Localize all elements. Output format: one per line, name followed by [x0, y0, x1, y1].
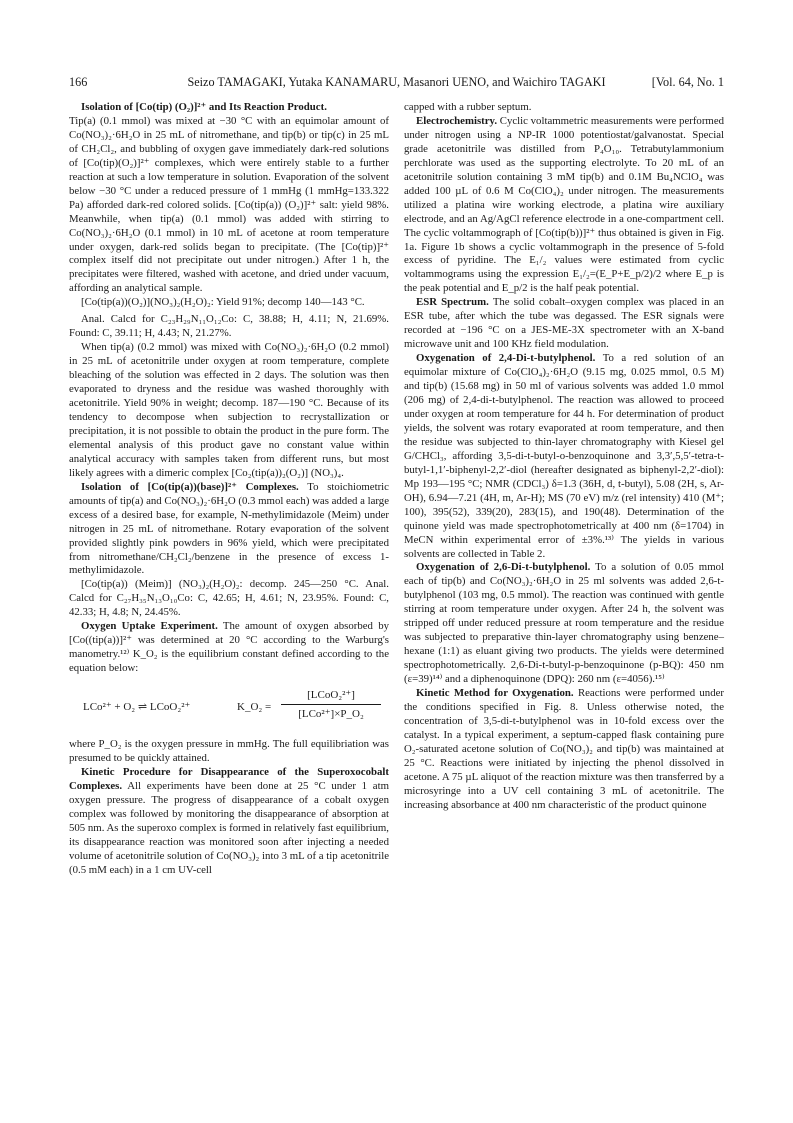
paragraph	[404, 296, 724, 352]
left-column	[69, 101, 389, 878]
paragraph-text: To a red solution of an equimolar mixture of Co(ClO₄)₂·6H₂O (9.15 mg, 0.025 mmol, 0.5 M) and tip(b) (15.68 mg) in 50 ml of various solvents was added 1.0 mmol (206 mg) of 2,4-di-t-butylphenol. The reaction was allowed to proceed under oxygen at room temperature for 44 h. For determination of product yields, the solvent was rotary evaporated at room temperature, and then the residue was subjected to thin-layer chromatography with Kiesel gel G/CHCl₃, affording 3,5-di-t-butyl-o-benzoquinone and 3,3′,5,5′-tetra-t-butyl-1,1′-biphenyl-2,2′-diol (hereafter designated as biphenyl-2,2′-diol): Mp 193—195 °C; NMR (CDCl₃) δ=1.3 (36H, d, t-butyl), 5.08 (2H, s, Ar-OH), 6.94—7.21 (4H, m, Ar-H); MS (70 eV) m/z (rel intensity) 410 (M⁺; 100), 395(52), 339(20), 283(15), and 190(48). Determination of the quinone yield was made spectrophotometrically at 400 nm (δ=1704) in MeCN within experimental error of ±3%.¹³⁾ The yields in various solvents are collected in Table 2.	[404, 352, 724, 560]
paragraph-text: Reactions were performed under the conditions specified in Fig. 8. Unless otherwise noted, the concentration of 3,5-di-t-butylphenol was in 10-fold excess over the catalyst. In a typical experiment, a septum-capped flask containing pure O₂-saturated acetone solution of Co(NO₃)₂ and tip(b) was maintained at 25 °C. Reactions were initiated by injecting the phenol dissolved in acetone. A 75 µL aliquot of the reaction mixture was then transferred by a microsyringe into a UV cell containing 3 mL of acetonitrile. The increasing absorbance at 400 nm characteristic of the product quinone	[404, 687, 724, 811]
equation-fraction	[281, 687, 381, 722]
page-number: 166	[69, 75, 88, 89]
section-title: Oxygenation of 2,4-Di-t-butylphenol.	[416, 352, 596, 365]
equilibrium-equation	[69, 687, 389, 727]
running-header	[69, 74, 724, 90]
paragraph	[404, 687, 724, 813]
paragraph-text: All experiments have been done at 25 °C under 1 atm oxygen pressure. The progress of disappearance of a cobalt oxygen complex was followed by monitoring the disappearance of absorption at 505 nm. As the superoxo complex is formed in relatively fast equilibrium, its disappearance reaction was monitored soon after injecting a needed volume of acetonitrile solution of Co(NO₃)₂ into 3 mL of a tip acetonitrile (0.5 mM each) in a 1 cm UV-cell	[69, 779, 389, 876]
paragraph	[404, 352, 724, 561]
paragraph	[69, 101, 389, 115]
paragraph	[404, 115, 724, 296]
paragraph: Tip(a) (0.1 mmol) was mixed at −30 °C with an equimolar amount of Co(NO₃)₂·6H₂O in 25 mL of nitromethane, and tip(b) or tip(c) in 25 mL of CH₂Cl₂, and bubbling of oxygen gave immediately dark-red solutions of [Co(tip)(O₂)]²⁺ complexes, which were entirely stable to a further reaction at such a low temperature in solution. Evaporation of the solvent below −30 °C under a reduced pressure of 1 mmHg (1 mmHg=133.322 Pa) afforded dark-red colored solids. [Co(tip(a)) (O₂)]²⁺ salt: yield 98%. Meanwhile, when tip(a) (0.1 mmol) was added with stirring to Co(NO₃)₂·6H₂O (0.1 mmol) in 10 mL of acetone at room temperature under oxygen, dark-red solids began to precipitate. (The [Co(tip)]²⁺ complex itself did not precipitate out under nitrogen.) After 1 h, the precipitates were filtered, washed with acetone, and dried under vacuum, affording an analytical sample.	[69, 114, 389, 295]
equation-equals: =	[265, 701, 272, 714]
paragraph: capped with a rubber septum.	[404, 101, 532, 113]
right-column	[404, 101, 724, 813]
section-title: Kinetic Procedure for Disappearance of the Superoxocobalt Complexes.	[69, 765, 389, 792]
fraction-bar	[281, 704, 381, 705]
section-title: Oxygenation of 2,6-Di-t-butylphenol.	[416, 561, 591, 574]
equation-numerator: [LCoO₂²⁺]	[307, 689, 355, 702]
equation-reaction: LCo²⁺ + O₂ ⇌ LCoO₂²⁺	[83, 701, 191, 714]
running-authors: Seizo TAMAGAKI, Yutaka KANAMARU, Masanori UENO, and Waichiro TAGAKI	[187, 75, 606, 89]
paragraph-text: To a solution of 0.05 mmol each of tip(b) and Co(NO₃)₂·6H₂O in 25 ml solvents was added 2,6-t-butylphenol (103 mg, 0.5 mmol). The reaction was continued with gentle stirring at room temperature under oxygen. After 24 h, the solvent was stripped off under reduced pressure at room temperature and the residue was subjected to preparative thin-layer chromatography using benzene–hexane (1:1) as eluant giving two products. The yields were determined spectrophotometrically. 2,6-Di-t-butyl-p-benzoquinone (p-BQ): 450 nm (ε=39)¹⁴⁾ and a diphenoquinone (DPQ): 260 nm (ε=4056).¹⁵⁾	[404, 561, 724, 686]
paragraph: [Co(tip(a)) (Meim)] (NO₃)₂(H₂O)₂: decomp. 245—250 °C. Anal. Calcd for C₂₇H₃₅N₁₃O₁₀Co: C, 42.65; H, 4.61; N, 23.95%. Found: C, 42.33; H, 4.8; N, 24.45%.	[69, 578, 389, 619]
paragraph	[69, 766, 389, 878]
paragraph: where P_O₂ is the oxygen pressure in mmHg. The full equilibriation was presumed to be quickly attained.	[69, 738, 389, 765]
section-title: Isolation of [Co(tip) (O₂)]²⁺ and Its Reaction Product.	[81, 101, 327, 113]
journal-volume: [Vol. 64, No. 1	[651, 75, 724, 89]
paragraph: Anal. Calcd for C₂₃H₂₉N₁₁O₁₂Co: C, 38.88; H, 4.11; N, 21.69%. Found: C, 39.11; H, 4.43; N, 21.27%.	[69, 313, 389, 340]
paragraph: [Co(tip(a))(O₂)](NO₃)₂(H₂O)₂: Yield 91%; decomp 140—143 °C.	[81, 296, 365, 309]
paragraph-text: To stoichiometric amounts of tip(a) and Co(NO₃)₂·6H₂O (0.3 mmol each) was added a large excess of a desired base, for example, N-methylimidazole (Meim) under nitrogen in 25 mL of nitromethane. Rotary evaporation of the solvent provided slightly pink powders in 96% yield, which were precipitated from nitromethane/CH₂Cl₂/benzene in the presence of excess 1-methylimidazole.	[69, 480, 389, 577]
paragraph	[69, 620, 389, 676]
paragraph-text: The solid cobalt–oxygen complex was placed in an ESR tube, after which the tube was degassed. The ESR signals were recorded at −196 °C on a JES-ME-3X spectrometer with an X-band microwave unit and 100 KHz field modulation.	[404, 296, 724, 351]
paragraph: When tip(a) (0.2 mmol) was mixed with Co(NO₃)₂·6H₂O (0.2 mmol) in 25 mL of acetonitrile under oxygen at room temperature, complete bleaching of the solution was effected in 2 days. The solution was then evaporated to dryness and the residue was washed thoroughly with acetonitrile. Yield 90% in weight; decomp. 187—190 °C. Because of its tendency to decompose when subjection to recrystallization or precipitation, it is not possible to obtain the product in the pure form. The elemental analysis of this product gave no constant value within analytical accuracy with samples taken from different runs, but most likely agrees with a dimeric complex [Co₂(tip(a))₂(O₂)] (NO₃)₄.	[69, 341, 389, 479]
section-title: Isolation of [Co(tip(a))(base)]²⁺ Complexes.	[81, 480, 299, 493]
section-title: Electrochemistry.	[416, 114, 498, 127]
paragraph-text: The amount of oxygen absorbed by [Co((tip(a))]²⁺ was determined at 20 °C according to the Warburg's manometry.¹²⁾ K_O₂ is the equilibrium constant defined according to the equation below:	[69, 620, 390, 675]
section-title: Oxygen Uptake Experiment.	[81, 620, 218, 633]
paragraph	[404, 561, 724, 687]
equation-constant: K_O₂	[237, 701, 263, 714]
section-title: ESR Spectrum.	[416, 296, 489, 309]
equation-denominator: [LCo²⁺]×P_O₂	[298, 708, 364, 721]
section-title: Kinetic Method for Oxygenation.	[416, 687, 574, 700]
paragraph	[69, 481, 389, 579]
paragraph-text: Cyclic voltammetric measurements were performed under nitrogen using a NP-IR 1000 potentiostat/galvanostat. Special grade acetonitrile was distilled from P₄O₁₀. Tetrabutylammonium perchlorate was used as the supporting electrolyte. To 20 mL of an acetonitrile solution containing 3 mM tip(b) and 0.1M Bu₄NClO₄ was added 100 µL of 0.6 M Co(ClO₄)₂ under nitrogen. The measurements utilized a platina wire working electrode, a platina wire auxiliary electrode, and an Ag/AgCl reference electrode in a one-compartment cell. The cyclic voltammograph of [Co(tip(b))]²⁺ thus obtained is given in Fig. 1a. Figure 1b shows a cyclic voltammograph in the presence of 5-fold excess of pyridine. The E₁/₂ values were estimated from cyclic voltammograms using the expression E₁/₂=(E_P+E_p/2)/2 where E_p is the peak potential and E_p/2 is the half peak potential.	[404, 114, 725, 295]
